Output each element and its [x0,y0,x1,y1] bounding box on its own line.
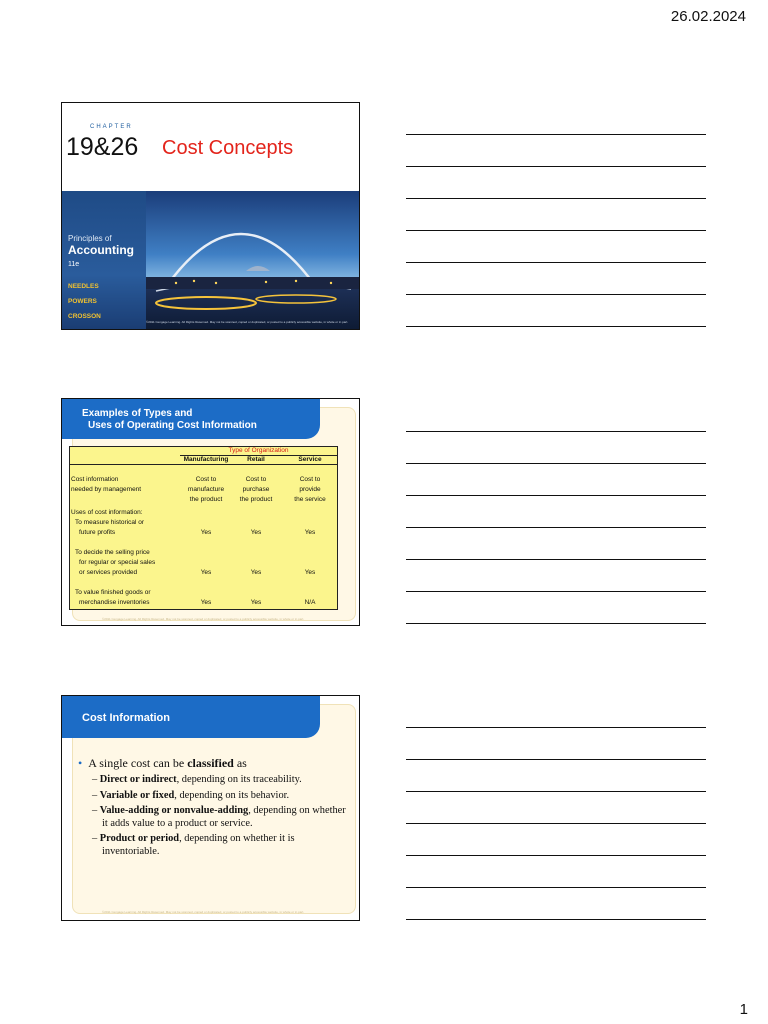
table-cell: the service [294,496,326,503]
slide-title: Cost Information [82,712,170,724]
col-header-manufacturing: Manufacturing [183,456,229,463]
sub-bullet-text: , depending on its behavior. [174,789,290,801]
row-label: future profits [79,529,116,536]
chapter-label: CHAPTER [90,124,133,130]
slide-title-line2: Uses of Operating Cost Information [88,420,257,431]
author-3: CROSSON [68,313,101,320]
sub-bullet-text: , depending on whether it adds value to a product or service. [102,805,346,829]
slide-header [62,696,320,738]
row-label: needed by management [71,486,142,493]
table-cell: Yes [200,599,212,606]
bullet-bold: classified [187,756,234,770]
print-date: 26.02.2024 [670,8,746,25]
slide-title-line1: Examples of Types and [82,408,193,419]
bullet-text: A single cost can be [88,756,188,770]
sub-bullet-text: , depending on whether it is inventoriable. [102,833,295,857]
row-label: To value finished goods or [75,589,151,596]
table-cell: Yes [250,569,262,576]
col-header-service: Service [298,456,322,463]
bullet-dot-icon: • [78,756,83,770]
row-label: Cost information [71,476,119,483]
type-of-organization-header: Type of Organization [228,447,289,454]
author-2: POWERS [68,298,97,305]
table-cell: Cost to [299,476,321,483]
title-banner [62,103,359,191]
edition: 11e [68,261,80,268]
table-cell: Yes [200,529,212,536]
row-label: To decide the selling price [75,549,150,556]
table-cell: Yes [250,529,262,536]
book-title-line2: Accounting [68,243,134,257]
slide-header [62,399,320,439]
row-label: To measure historical or [75,519,144,526]
table-cell: the product [189,496,223,503]
slide-2-thumbnail [61,398,360,626]
sub-bullet-term: Direct or indirect [99,774,177,785]
slide-1-thumbnail [61,102,360,330]
sub-bullet-text: , depending on its traceability. [176,774,302,785]
copyright-notice: ©2011 Cengage Learning. All Rights Reserved. May not be scanned, copied or duplicated, or posted to a publicly accessible website, in whole or in part. [102,910,305,914]
slide-3-thumbnail [61,695,360,921]
table-cell: manufacture [187,486,225,493]
table-cell: Yes [304,529,316,536]
bridge-photo [146,191,360,330]
table-cell: purchase [242,486,270,493]
sub-bullet-term: Variable or fixed [99,789,175,801]
table-cell: Yes [250,599,262,606]
main-bullet [78,756,354,771]
sub-bullet: – Variable or fixed, depending on its behavior. [92,789,290,801]
table-cell: provide [299,486,321,493]
bullet-text: as [233,756,247,770]
bullet-list [78,756,354,858]
book-title-line1: Principles of [68,234,112,243]
sub-bullet: – Product or period, depending on whether it is inventoriable. [92,833,295,857]
sub-bullet: – Value-adding or nonvalue-adding, depending on whether it adds value to a product or service. [92,805,346,829]
table-cell: the product [239,496,273,503]
sub-bullet-term: Product or period [99,833,180,844]
copyright-notice: ©2011 Cengage Learning. All Rights Reserved. May not be scanned, copied or duplicated, or posted to a publicly accessible website, in whole or in part. [102,617,305,621]
table-cell: Yes [200,569,212,576]
cost-info-table [69,446,338,610]
author-1: NEEDLES [68,283,99,290]
page-number: 1 [739,1001,748,1018]
table-cell: Cost to [245,476,267,483]
row-label: or services provided [79,569,138,576]
sub-bullet: – Direct or indirect, depending on its traceability. [92,774,302,785]
sub-bullet-term: Value-adding or nonvalue-adding [99,805,249,816]
col-header-retail: Retail [247,456,265,463]
row-label: for regular or special sales [79,559,156,566]
table-cell: Yes [304,569,316,576]
row-label: merchandise inventories [79,599,150,606]
slide-title: Cost Concepts [162,137,294,159]
chapter-number: 19&26 [66,133,139,161]
table-cell: N/A [304,599,316,606]
table-cell: Cost to [195,476,217,483]
uses-label: Uses of cost information: [71,509,143,516]
copyright-notice: ©2011 Cengage Learning. All Rights Reserved. May not be scanned, copied or duplicated, or posted to a publicly accessible website, in whole or in part. [146,320,349,324]
